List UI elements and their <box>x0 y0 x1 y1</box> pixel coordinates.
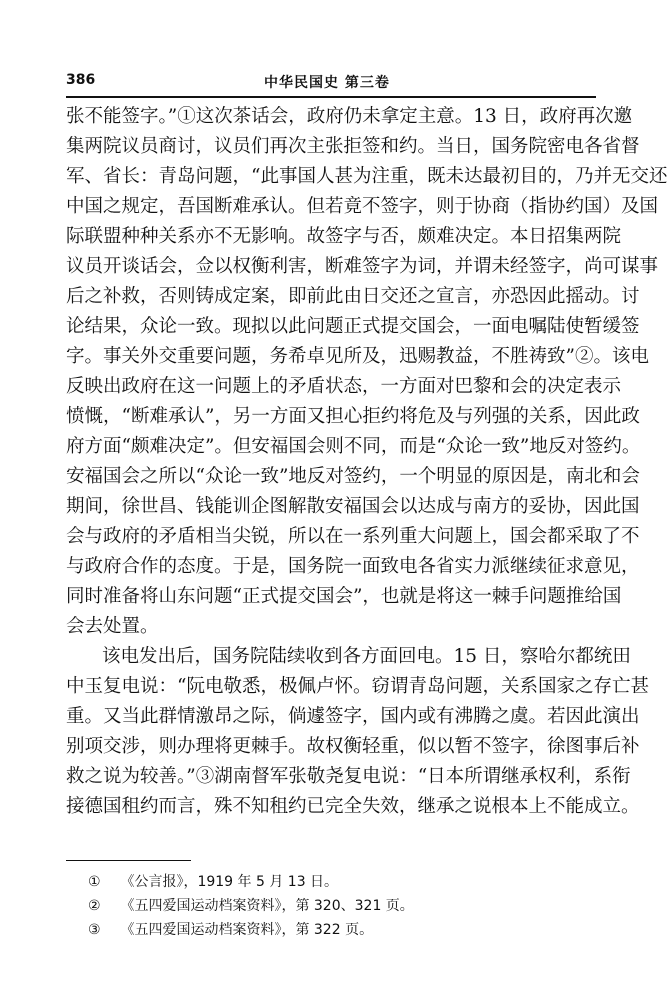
footnote-marker: ② <box>88 898 101 914</box>
text-line: 张不能签字。”①这次茶话会，政府仍未拿定主意。13 日，政府再次邀 <box>66 106 633 127</box>
paragraph <box>66 102 667 642</box>
text-line: 中国之规定，吾国断难承认。但若竟不签字，则于协商（指协约国）及国 <box>66 196 659 217</box>
text-line: 集两院议员商讨，议员们再次主张拒签和约。当日，国务院密电各省督 <box>66 136 640 157</box>
footnote-marker: ① <box>88 874 101 890</box>
footnote <box>88 870 588 894</box>
footnotes <box>88 870 588 942</box>
text-line: 重。又当此群情激昂之际，倘遽签字，国内或有沸腾之虞。若因此演出 <box>66 706 640 727</box>
text-line: 会去处置。 <box>66 616 159 637</box>
text-line: 与政府合作的态度。于是，国务院一面致电各省实力派继续征求意见， <box>66 556 640 577</box>
text-line: 字。事关外交重要问题，务希卓见所及，迅赐教益，不胜祷致”②。该电 <box>66 346 649 367</box>
paragraph <box>66 642 649 822</box>
footnote-text: 《公言报》，1919 年 5 月 13 日。 <box>120 874 339 890</box>
text-line: 安福国会之所以“众论一致”地反对签约，一个明显的原因是，南北和会 <box>66 466 640 487</box>
text-line: 别项交涉，则办理将更棘手。故权衡轻重，似以暂不签字，徐图事后补 <box>66 736 640 757</box>
footnote-text: 《五四爱国运动档案资料》，第 322 页。 <box>120 922 374 938</box>
text-line: 后之补救，否则铸成定案，即前此由日交还之宣言，亦恐因此摇动。讨 <box>66 286 640 307</box>
text-line: 际联盟种种关系亦不无影响。故签字与否，颇难决定。本日招集两院 <box>66 226 622 247</box>
text-line: 接德国租约而言，殊不知租约已完全失效，继承之说根本上不能成立。 <box>66 796 640 817</box>
page-header <box>66 70 596 94</box>
text-line: 军、省长：青岛问题，“此事国人甚为注重，既未达最初目的，乃并无交还 <box>66 166 667 187</box>
text-line: 中玉复电说：“阮电敬悉，极佩卢怀。窃谓青岛问题，关系国家之存亡甚 <box>66 676 649 697</box>
page-number: 386 <box>66 72 96 88</box>
footnote-text: 《五四爱国运动档案资料》，第 320、321 页。 <box>120 898 414 914</box>
header-rule <box>66 96 596 98</box>
body-text <box>66 102 667 822</box>
text-line: 该电发出后，国务院陆续收到各方面回电。15 日，察哈尔都统田 <box>102 646 631 667</box>
text-line: 论结果，众论一致。现拟以此问题正式提交国会，一面电嘱陆使暂缓签 <box>66 316 640 337</box>
text-line: 同时准备将山东问题“正式提交国会”，也就是将这一棘手问题推给国 <box>66 586 622 607</box>
text-line: 府方面“颇难决定”。但安福国会则不同，而是“众论一致”地反对签约。 <box>66 436 641 457</box>
text-line: 议员开谈话会，佥以权衡利害，断难签字为词，并谓未经签字，尚可谋事 <box>66 256 659 277</box>
running-title: 中华民国史 第三卷 <box>264 75 390 91</box>
text-line: 期间，徐世昌、钱能训企图解散安福国会以达成与南方的妥协，因此国 <box>66 496 640 517</box>
footnote <box>88 894 588 918</box>
footnote <box>88 918 588 942</box>
text-line: 会与政府的矛盾相当尖锐，所以在一系列重大问题上，国会都采取了不 <box>66 526 640 547</box>
footnote-rule <box>66 860 191 861</box>
text-line: 救之说为较善。”③湖南督军张敬尧复电说：“日本所谓继承权利，系衔 <box>66 766 631 787</box>
text-line: 愤慨，“断难承认”，另一方面又担心拒约将危及与列强的关系，因此政 <box>66 406 640 427</box>
footnote-marker: ③ <box>88 922 101 938</box>
text-line: 反映出政府在这一问题上的矛盾状态，一方面对巴黎和会的决定表示 <box>66 376 622 397</box>
